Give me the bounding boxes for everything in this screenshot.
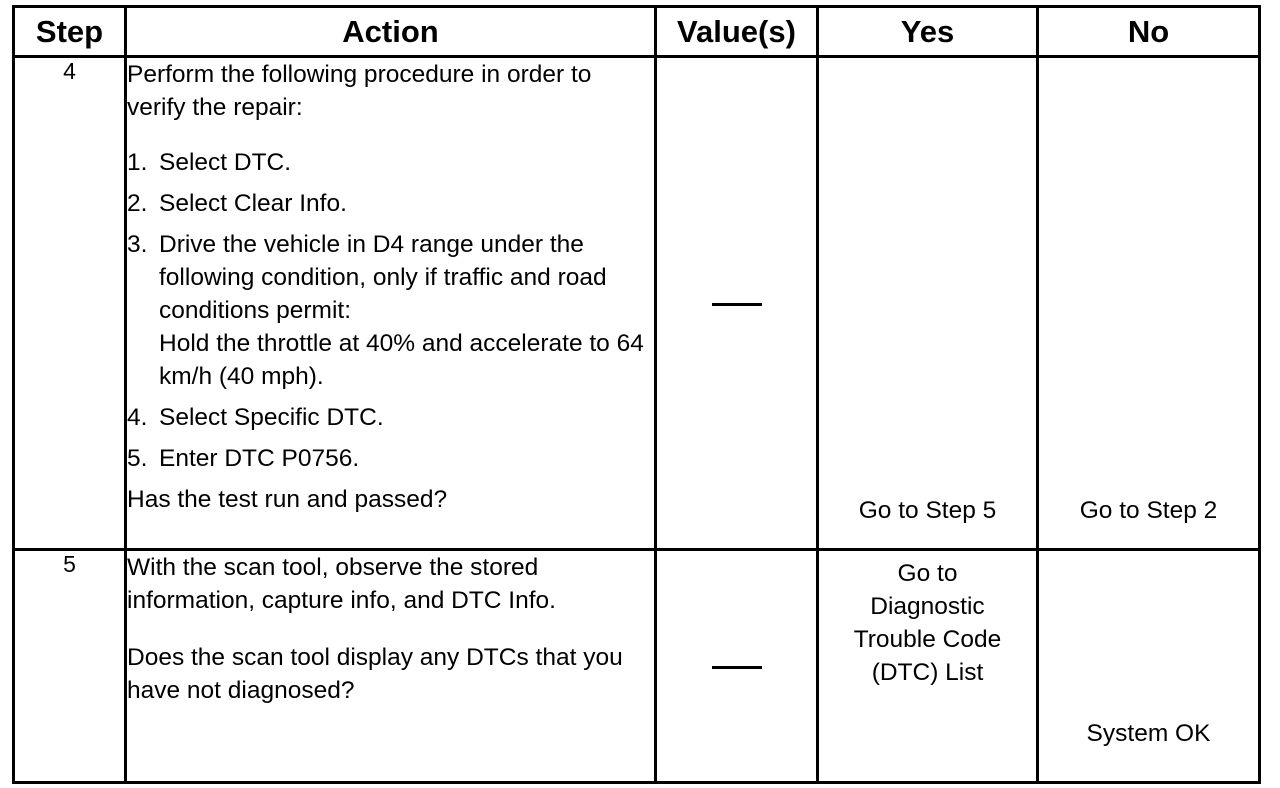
item-subtext: Hold the throttle at 40% and accelerate to 64 km/h (40 mph). <box>159 330 644 390</box>
item-number: 2. <box>127 190 148 217</box>
yes-cell <box>818 550 1038 783</box>
value-dash <box>712 303 762 306</box>
item-text: Select DTC. <box>159 149 292 176</box>
no-cell <box>1038 57 1260 550</box>
item-text: Drive the vehicle in D4 range under the following condition, only if traffic and road conditions permit: <box>159 231 607 324</box>
step-number: 5 <box>14 550 126 783</box>
yes-result: Go to Diagnostic Trouble Code (DTC) List <box>853 560 1002 686</box>
yes-result: Go to Step 5 <box>858 497 997 524</box>
diagnostic-table <box>12 5 1261 784</box>
list-item <box>127 146 654 179</box>
action-question: Does the scan tool display any DTCs that you have not diagnosed? <box>127 644 623 704</box>
header-row <box>14 7 1260 57</box>
step-number: 4 <box>14 57 126 550</box>
item-number: 3. <box>127 231 148 258</box>
action-question: Has the test run and passed? <box>127 486 448 513</box>
header-values: Value(s) <box>656 7 818 57</box>
no-result: System OK <box>1086 720 1211 747</box>
yes-cell <box>818 57 1038 550</box>
no-result: Go to Step 2 <box>1079 497 1218 524</box>
table-row-step-4 <box>14 57 1260 550</box>
header-step: Step <box>14 7 126 57</box>
value-cell <box>656 550 818 783</box>
value-cell <box>656 57 818 550</box>
action-intro: With the scan tool, observe the stored information, capture info, and DTC Info. <box>127 554 556 614</box>
table-row-step-5 <box>14 550 1260 783</box>
header-yes: Yes <box>818 7 1038 57</box>
item-text: Select Specific DTC. <box>159 404 384 431</box>
list-item <box>127 442 654 475</box>
item-number: 1. <box>127 149 148 176</box>
action-cell <box>126 550 656 783</box>
action-cell <box>126 57 656 550</box>
action-intro: Perform the following procedure in order to verify the repair: <box>127 61 592 121</box>
list-item <box>127 228 654 393</box>
header-action: Action <box>126 7 656 57</box>
no-cell <box>1038 550 1260 783</box>
item-number: 4. <box>127 404 148 431</box>
list-item <box>127 401 654 434</box>
item-text-wrap <box>159 228 654 393</box>
item-text: Enter DTC P0756. <box>159 445 360 472</box>
list-item <box>127 187 654 220</box>
value-dash <box>712 666 762 669</box>
procedure-list <box>127 146 654 475</box>
item-text: Select Clear Info. <box>159 190 347 217</box>
header-no: No <box>1038 7 1260 57</box>
item-number: 5. <box>127 445 148 472</box>
